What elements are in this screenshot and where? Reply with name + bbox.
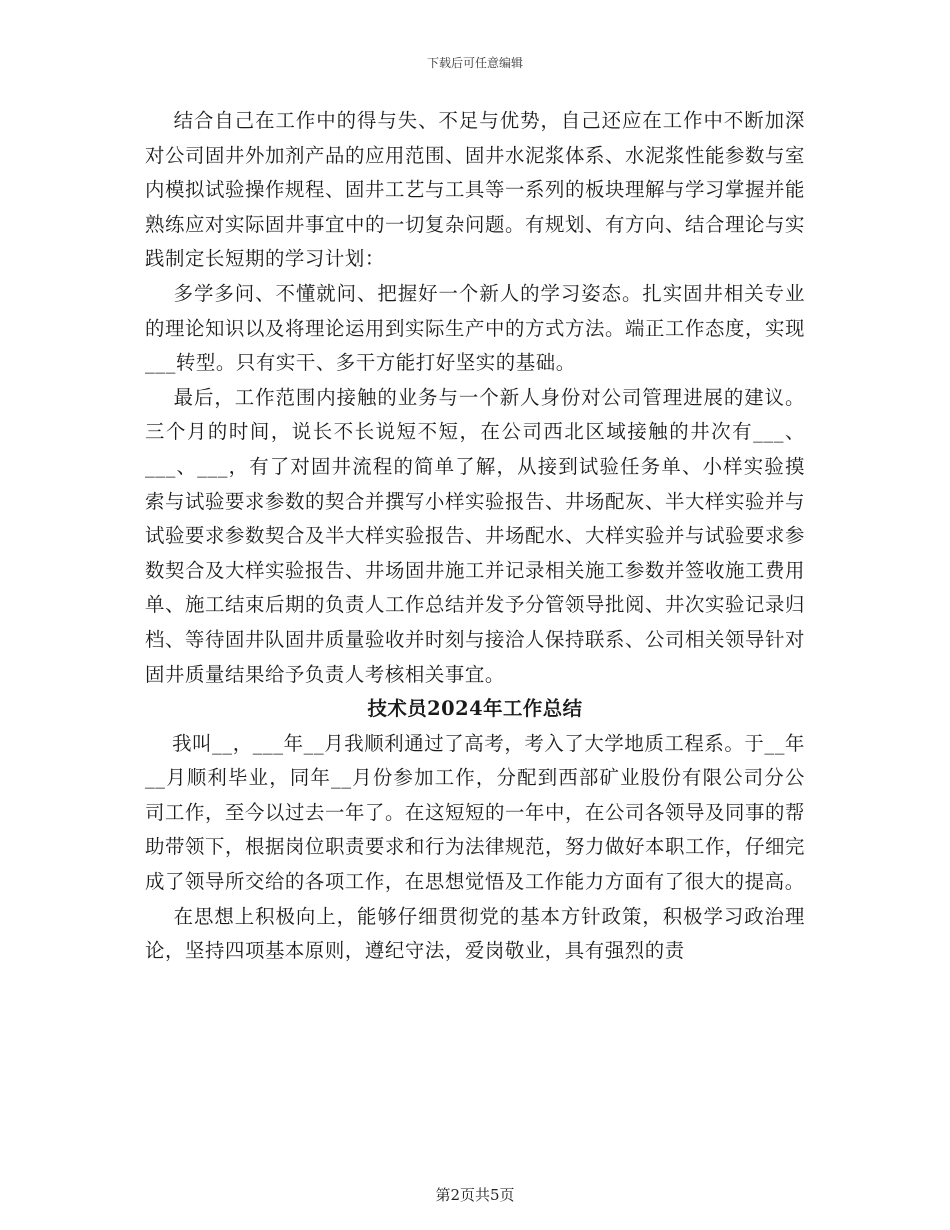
- section-title: 技术员2024年工作总结: [367, 697, 583, 721]
- paragraph-self-introduction: 我叫__，___年__月我顺利通过了高考，考入了大学地质工程系。于__年__月顺利毕业，同年__月份参加工作，分配到西部矿业股份有限公司分公司工作，至今以过去一年了。在这短短的一年中，在公司各领导及同事的帮助带领下，根据岗位职责要求和行为法律规范，努力做好本职工作，仔细完成了领导所交给的各项工作，在思想觉悟及工作能力方面有了很大的提高。: [145, 731, 805, 894]
- paragraph-ideology: 在思想上积极向上，能够仔细贯彻党的基本方针政策，积极学习政治理论，坚持四项基本原则，遵纪守法，爱岗敬业，具有强烈的责: [145, 904, 805, 963]
- page-number: 第2页共5页: [435, 1186, 515, 1204]
- paragraph-learning-attitude: 多学多问、不懂就问、把握好一个新人的学习姿态。扎实固井相关专业的理论知识以及将理论运用到实际生产中的方式方法。端正工作态度，实现___转型。只有实干、多干方能打好坚实的基础。: [145, 281, 805, 375]
- paragraph-study-plan: 结合自己在工作中的得与失、不足与优势，自己还应在工作中不断加深对公司固井外加剂产品的应用范围、固井水泥浆体系、水泥浆性能参数与室内模拟试验操作规程、固井工艺与工具等一系列的板块理解与学习掌握并能熟练应对实际固井事宜中的一切复杂问题。有规划、有方向、结合理论与实践制定长短期的学习计划：: [145, 109, 805, 271]
- page-header: 下载后可任意编辑: [426, 56, 523, 70]
- document-body: [145, 104, 805, 969]
- paragraph-business-suggestions: 最后，工作范围内接触的业务与一个新人身份对公司管理进展的建议。三个月的时间，说长不长说短不短，在公司西北区域接触的井次有___、___、___，有了对固井流程的简单了解，从接到试验任务单、小样实验摸索与试验要求参数的契合并撰写小样实验报告、井场配灰、半大样实验并与试验要求参数契合及半大样实验报告、井场配水、大样实验并与试验要求参数契合及大样实验报告、井场固井施工并记录相关施工参数并签收施工费用单、施工结束后期的负责人工作总结并发予分管领导批阅、井次实验记录归档、等待固井队固井质量验收并时刻与接洽人保持联系、公司相关领导针对固井质量结果给予负责人考核相关事宜。: [145, 385, 805, 686]
